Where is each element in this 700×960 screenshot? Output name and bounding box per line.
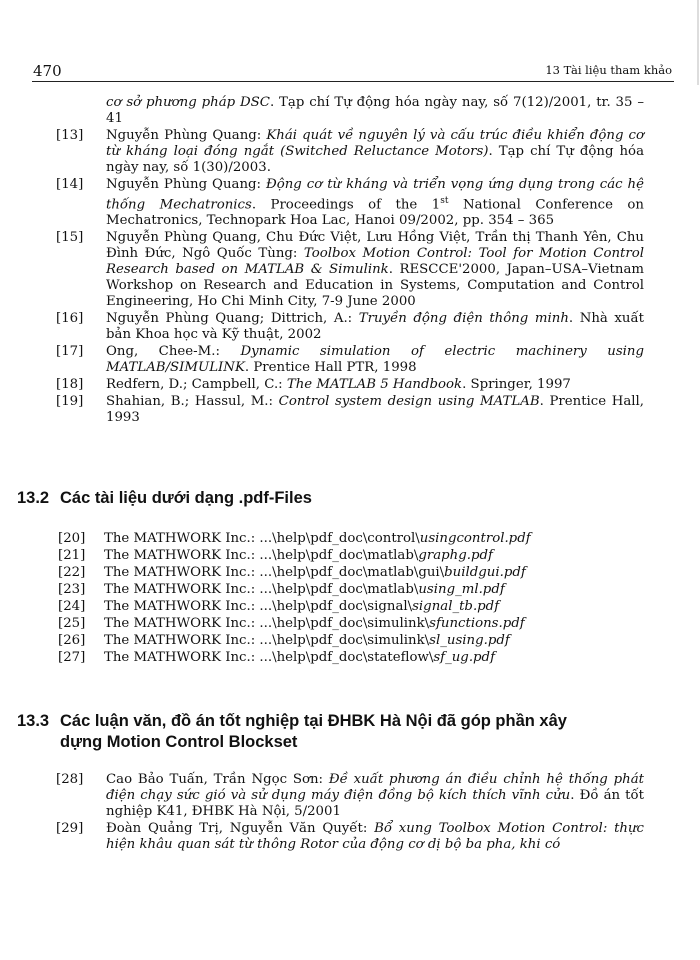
section-title-line-2: dựng Motion Control Blockset [60,733,298,751]
pdf-reference-item [58,581,618,598]
reference-item [56,311,644,343]
reference-item [56,821,644,853]
page-edge-shadow [697,0,699,85]
reference-text: Nguyễn Phùng Quang; Dittrich, A.: [106,311,359,327]
reference-number: [17] [56,344,84,360]
reference-text: . Nhà xuất bản Khoa học và Kỹ thuật, 2002 [106,311,644,343]
reference-number: [26] [58,633,86,648]
pdf-reference-item [58,615,618,632]
reference-text: Đoàn Quảng Trị, Nguyễn Văn Quyết: [106,821,375,836]
reference-text: . Đồ án tốt nghiệp K41, ĐHBK Hà Nội, 5/2001 [106,788,644,819]
pdf-reference-item [58,598,618,615]
header-rule [32,81,674,82]
reference-author: The MATHWORK Inc.: [104,548,260,563]
reference-number: [29] [56,821,84,836]
reference-item [56,177,644,229]
file-path: ...\help\pdf_doc\simulink\ [259,616,430,631]
reference-title: Bổ xung Toolbox Motion Control: thực hiện khâu quan sát từ thông Rotor của động cơ dị bộ ba pha, khi có [106,821,644,852]
pdf-reference-item [58,632,618,649]
reference-title: The MATLAB 5 Handbook [286,377,463,393]
reference-item [56,772,644,820]
file-path: ...\help\pdf_doc\stateflow\ [259,650,434,665]
file-name: sl_using.pdf [429,633,510,648]
section-title-line-1: Các luận văn, đồ án tốt nghiệp tại ĐHBK Hà Nội đã góp phần xây [60,712,567,730]
file-name: sfunctions.pdf [429,616,525,631]
reference-text: Nguyễn Phùng Quang: [106,128,267,143]
reference-number: [15] [56,230,84,246]
pdf-reference-item [58,530,618,547]
reference-author: The MATHWORK Inc.: [104,616,260,631]
file-path: ...\help\pdf_doc\simulink\ [259,633,430,648]
reference-item [56,230,644,310]
reference-number: [13] [56,128,84,143]
reference-author: The MATHWORK Inc.: [104,650,260,665]
reference-number: [23] [58,582,86,597]
file-name: using_ml.pdf [418,582,505,597]
reference-number: [24] [58,599,86,614]
pdf-reference-item [58,547,618,564]
reference-title: Dynamic simulation of electric machinery using MATLAB/SIMULINK [106,344,644,376]
reference-text: Ong, Chee-M.: [106,344,241,360]
reference-number: [27] [58,650,86,665]
reference-number: [18] [56,377,84,393]
reference-title: cơ sở phương pháp DSC [106,95,270,110]
reference-number: [16] [56,311,84,327]
page-number: 470 [33,62,62,80]
running-head: 13 Tài liệu tham khảo [545,63,672,77]
reference-author: The MATHWORK Inc.: [104,582,260,597]
reference-text: . Proceedings of the 1 [251,197,441,213]
file-path: ...\help\pdf_doc\signal\ [259,599,413,614]
reference-number: [14] [56,177,84,192]
reference-title: Khái quát về nguyên lý và cấu trúc điều khiển động cơ từ kháng loại đóng ngắt (Switched Reluctance Motors) [106,128,645,159]
reference-number: [25] [58,616,86,631]
reference-text: . Tạp chí Tự động hóa ngày nay, số 7(12)/2001, tr. 35 – 41 [106,95,644,126]
reference-item [56,377,644,393]
file-path: ...\help\pdf_doc\control\ [259,531,420,546]
section-heading-13-2 [17,488,647,509]
section-heading-13-3 [17,711,647,753]
reference-item [56,344,644,376]
reference-list-top [56,95,644,427]
pdf-reference-item [58,649,618,666]
reference-item [56,394,644,426]
file-name: usingcontrol.pdf [419,531,531,546]
reference-text: st [440,196,449,206]
reference-text: Shahian, B.; Hassul, M.: [106,394,279,410]
reference-text: . Tạp chí Tự động hóa ngày nay, số 1(30)/2003. [106,144,644,175]
reference-title: Truyền động điện thông minh [358,311,569,327]
reference-list-bottom [56,772,644,854]
file-path: ...\help\pdf_doc\matlab\ [259,582,419,597]
file-path: ...\help\pdf_doc\matlab\ [259,548,419,563]
reference-number: [22] [58,565,86,580]
reference-text: . Prentice Hall PTR, 1998 [244,360,417,376]
reference-text: Nguyễn Phùng Quang: [106,177,266,192]
reference-title: Động cơ từ kháng và triển vọng ứng dụng trong các hệ thống Mechatronics [106,177,644,213]
reference-author: The MATHWORK Inc.: [104,565,260,580]
file-name: buildgui.pdf [444,565,526,580]
pdf-reference-item [58,564,618,581]
reference-number: [20] [58,531,86,546]
reference-title: Đề xuất phương án điều chỉnh hệ thống phát điện chạy sức gió và sử dụng máy điện đồng bộ kích thích vĩnh cửu [106,772,644,803]
reference-author: The MATHWORK Inc.: [104,531,260,546]
reference-title: Toolbox Motion Control: Tool for Motion Control Research based on MATLAB & Simulink [106,246,645,278]
section-number: 13.3 [17,712,50,730]
file-name: signal_tb.pdf [412,599,500,614]
reference-text: . RESCCE'2000, Japan–USA–Vietnam Workshop on Research and Education in Systems, Computation and Control Engineering, Ho Chi Minh City, 7-9 June 2000 [106,262,644,310]
section-number: 13.2 [17,489,50,507]
file-path: ...\help\pdf_doc\matlab\gui\ [259,565,445,580]
reference-author: The MATHWORK Inc.: [104,633,260,648]
reference-item [56,128,644,176]
reference-text: . Prentice Hall, 1993 [106,394,644,426]
reference-text: . Springer, 1997 [462,377,571,393]
reference-text: Nguyễn Phùng Quang, Chu Đức Việt, Lưu Hồng Việt, Trần thị Thanh Yên, Chu Đình Đức, Ngô Quốc Tùng: [106,230,644,262]
reference-title: Control system design using MATLAB [278,394,540,410]
file-name: sf_ug.pdf [433,650,495,665]
reference-number: [28] [56,772,84,787]
pdf-reference-list [58,530,618,666]
reference-number: [19] [56,394,84,410]
reference-number: [21] [58,548,86,563]
reference-text: Redfern, D.; Campbell, C.: [106,377,287,393]
section-title: Các tài liệu dưới dạng .pdf-Files [60,489,312,507]
reference-text: Cao Bảo Tuấn, Trần Ngọc Sơn: [106,772,329,787]
reference-continuation [56,95,644,127]
reference-author: The MATHWORK Inc.: [104,599,260,614]
reference-text: National Conference on Mechatronics, Technopark Hoa Lac, Hanoi 09/2002, pp. 354 – 365 [106,197,645,229]
file-name: graphg.pdf [418,548,493,563]
